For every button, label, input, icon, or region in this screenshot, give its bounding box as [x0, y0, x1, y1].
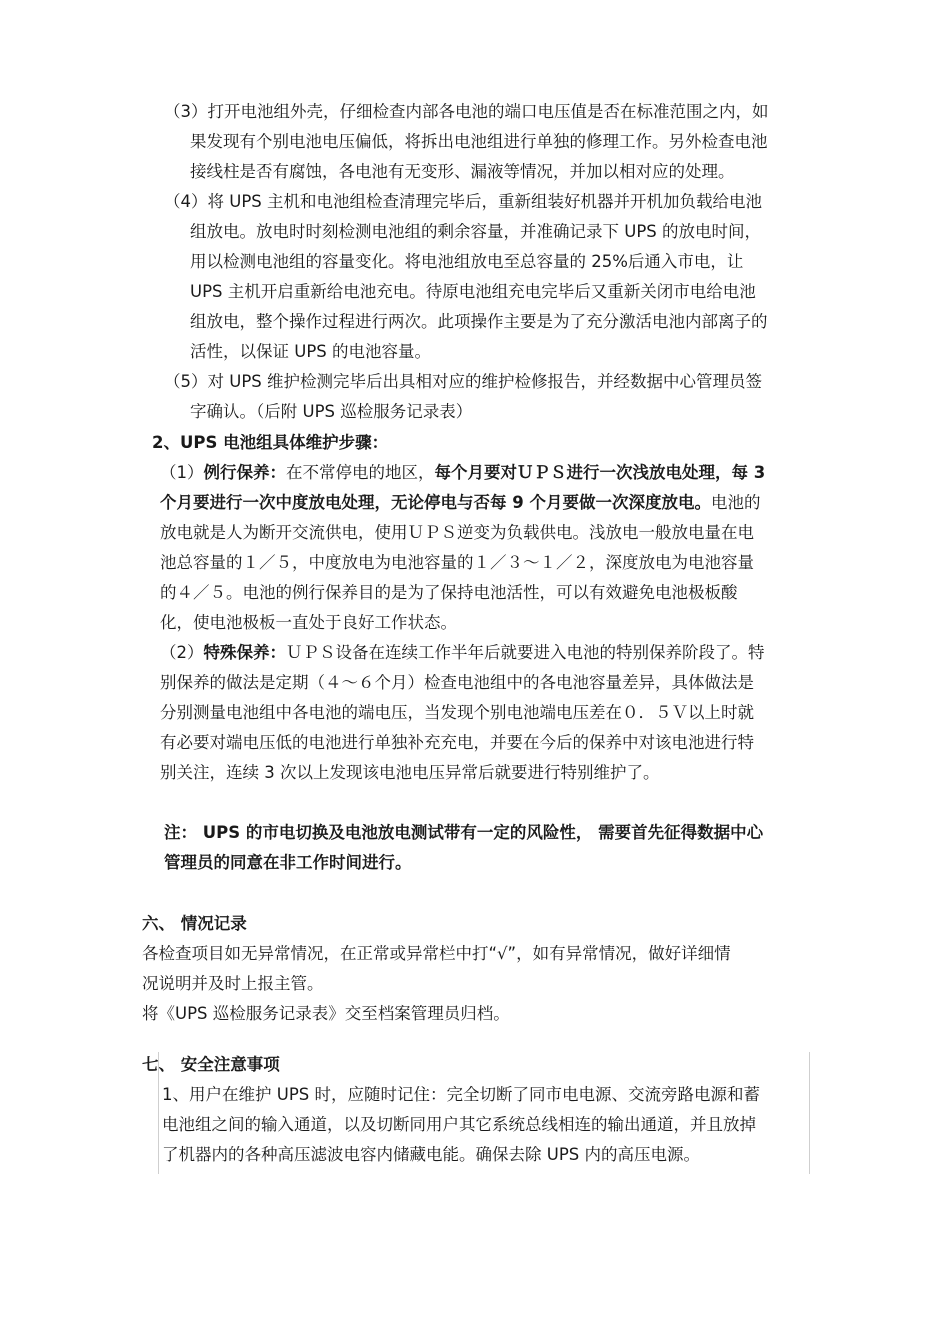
routine-prefix: （1）	[160, 463, 204, 482]
routine-l1-normal: 在不常停电的地区，	[286, 463, 435, 482]
item3-line3: 接线柱是否有腐蚀，各电池有无变形、漏液等情况，并加以相对应的处理。	[190, 162, 735, 181]
item3-line2: 果发现有个别电池电压偏低，将拆出电池组进行单独的修理工作。另外检查电池	[190, 132, 768, 151]
special-l1-rest: ＵＰＳ设备在连续工作半年后就要进入电池的特别保养阶段了。特	[286, 643, 765, 662]
subsection-2-title: 2、UPS 电池组具体维护步骤：	[152, 433, 389, 452]
section7-line1: 1、用户在维护 UPS 时，应随时记住：完全切断了同市电电源、交流旁路电源和蓄	[162, 1085, 760, 1104]
routine-line4: 池总容量的１／５，中度放电为电池容量的１／３～１／２，深度放电为电池容量	[160, 553, 754, 572]
special-label: 特殊保养：	[203, 643, 286, 662]
item5-line1: （5）对 UPS 维护检测完毕后出具相对应的维护检修报告，并经数据中心管理员签	[164, 372, 762, 391]
note-line1: 注： UPS 的市电切换及电池放电测试带有一定的风险性， 需要首先征得数据中心	[164, 823, 764, 842]
section7-title: 七、 安全注意事项	[142, 1055, 280, 1074]
routine-label: 例行保养：	[203, 463, 286, 482]
section7-line2: 电池组之间的输入通道，以及切断同用户其它系统总线相连的输出通道，并且放掉	[162, 1115, 756, 1134]
routine-line6: 化，使电池极板一直处于良好工作状态。	[160, 613, 457, 632]
routine-line3: 放电就是人为断开交流供电，使用ＵＰＳ逆变为负载供电。浅放电一般放电量在电	[160, 523, 754, 542]
special-line1	[160, 638, 765, 668]
section6-line1: 各检查项目如无异常情况，在正常或异常栏中打“√”，如有异常情况，做好详细情	[142, 944, 731, 963]
special-line4: 有必要对端电压低的电池进行单独补充充电，并要在今后的保养中对该电池进行特	[160, 733, 754, 752]
routine-line5: 的４／５。电池的例行保养目的是为了保持电池活性，可以有效避免电池极板酸	[160, 583, 738, 602]
note-line2: 管理员的同意在非工作时间进行。	[164, 853, 412, 872]
routine-line2	[160, 488, 760, 518]
item5-line2: 字确认。（后附 UPS 巡检服务记录表）	[190, 402, 473, 421]
item4-line1: （4）将 UPS 主机和电池组检查清理完毕后，重新组装好机器并开机加负载给电池	[164, 192, 762, 211]
special-line3: 分别测量电池组中各电池的端电压，当发现个别电池端电压差在０．５Ｖ以上时就	[160, 703, 754, 722]
special-line2: 别保养的做法是定期（４～６个月）检查电池组中的各电池容量差异，具体做法是	[160, 673, 754, 692]
routine-line1	[160, 458, 765, 488]
special-line5: 别关注，连续 3 次以上发现该电池电压异常后就要进行特别维护了。	[160, 763, 660, 782]
item3-line1: （3）打开电池组外壳，仔细检查内部各电池的端口电压值是否在标准范围之内，如	[164, 102, 769, 121]
item4-line4: UPS 主机开启重新给电池充电。待原电池组充电完毕后又重新关闭市电给电池	[190, 282, 756, 301]
section6-line2: 况说明并及时上报主管。	[142, 974, 324, 993]
item4-line2: 组放电。放电时时刻检测电池组的剩余容量，并准确记录下 UPS 的放电时间，	[190, 222, 761, 241]
section6-line3: 将《UPS 巡检服务记录表》交至档案管理员归档。	[142, 1004, 510, 1023]
item4-line6: 活性，以保证 UPS 的电池容量。	[190, 342, 431, 361]
item4-line5: 组放电，整个操作过程进行两次。此项操作主要是为了充分激活电池内部离子的	[190, 312, 768, 331]
section7-line3: 了机器内的各种高压滤波电容内储藏电能。确保去除 UPS 内的高压电源。	[162, 1145, 700, 1164]
item4-line3: 用以检测电池组的容量变化。将电池组放电至总容量的 25%后通入市电，让	[190, 252, 744, 271]
section6-title: 六、 情况记录	[142, 914, 247, 933]
routine-l2-bold: 个月要进行一次中度放电处理，无论停电与否每 9 个月要做一次深度放电。	[160, 493, 711, 512]
special-prefix: （2）	[160, 643, 204, 662]
routine-l1-bold: 每个月要对ＵＰＳ进行一次浅放电处理，每 3	[434, 463, 766, 482]
routine-l2-normal: 电池的	[710, 493, 761, 512]
